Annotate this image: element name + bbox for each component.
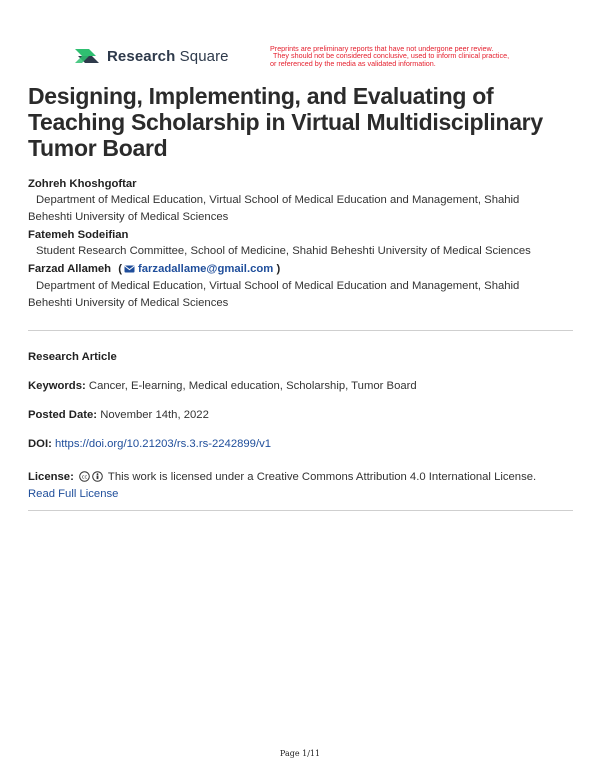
- author-list: [28, 177, 573, 312]
- author-affiliation: Department of Medical Education, Virtual School of Medical Education and Management, Shahid Beheshti University of Medical Sciences: [28, 194, 520, 223]
- paper-title: Designing, Implementing, and Evaluating of Teaching Scholarship in Virtual Multidisciplinary Tumor Board: [28, 83, 543, 161]
- doi-link[interactable]: https://doi.org/10.21203/rs.3.rs-2242899/v1: [55, 438, 272, 450]
- read-full-license-link[interactable]: Read Full License: [28, 488, 119, 500]
- author-affiliation: Student Research Committee, School of Medicine, Shahid Beheshti University of Medical Sciences: [36, 245, 531, 257]
- attribution-icon: [92, 471, 103, 482]
- author-name: Zohreh Khoshgoftar: [28, 178, 137, 190]
- disclaimer-line: Preprints are preliminary reports that have not undergone peer review.: [270, 44, 494, 53]
- corresponding-author: Farzad Allameh ( farzadallame@gmail.com ): [28, 262, 573, 278]
- page-number: Page 1/11: [279, 749, 321, 758]
- disclaimer-line: They should not be considered conclusive, used to inform clinical practice,: [273, 51, 510, 61]
- mail-icon: [124, 263, 135, 278]
- research-square-logo[interactable]: [74, 46, 229, 66]
- author-email-link[interactable]: farzadallame@gmail.com: [137, 263, 274, 275]
- posted-date-line: Posted Date: November 14th, 2022: [28, 409, 209, 421]
- author-affiliation: Department of Medical Education, Virtual School of Medical Education and Management, Shahid Beheshti University of Medical Sciences: [28, 280, 520, 309]
- license-line: License: cc This work is licensed under a Creative Commons Attribution 4.0 International License. Read Full License: [28, 471, 537, 500]
- logo-wordmark: Research Square: [107, 47, 229, 65]
- section-divider: [28, 510, 573, 511]
- article-type: Research Article: [28, 351, 117, 363]
- creative-commons-icon: [79, 471, 103, 482]
- doi-line: DOI: https://doi.org/10.21203/rs.3.rs-2242899/v1: [28, 438, 272, 450]
- research-square-logo-icon: [74, 46, 100, 66]
- disclaimer-line: or referenced by the media as validated information.: [270, 58, 436, 68]
- keywords-line: Keywords: Cancer, E-learning, Medical education, Scholarship, Tumor Board: [28, 380, 417, 392]
- svg-text:cc: cc: [81, 474, 88, 481]
- author-name: Fatemeh Sodeifian: [28, 229, 129, 241]
- section-divider: [28, 330, 573, 331]
- preprint-disclaimer: [270, 45, 535, 67]
